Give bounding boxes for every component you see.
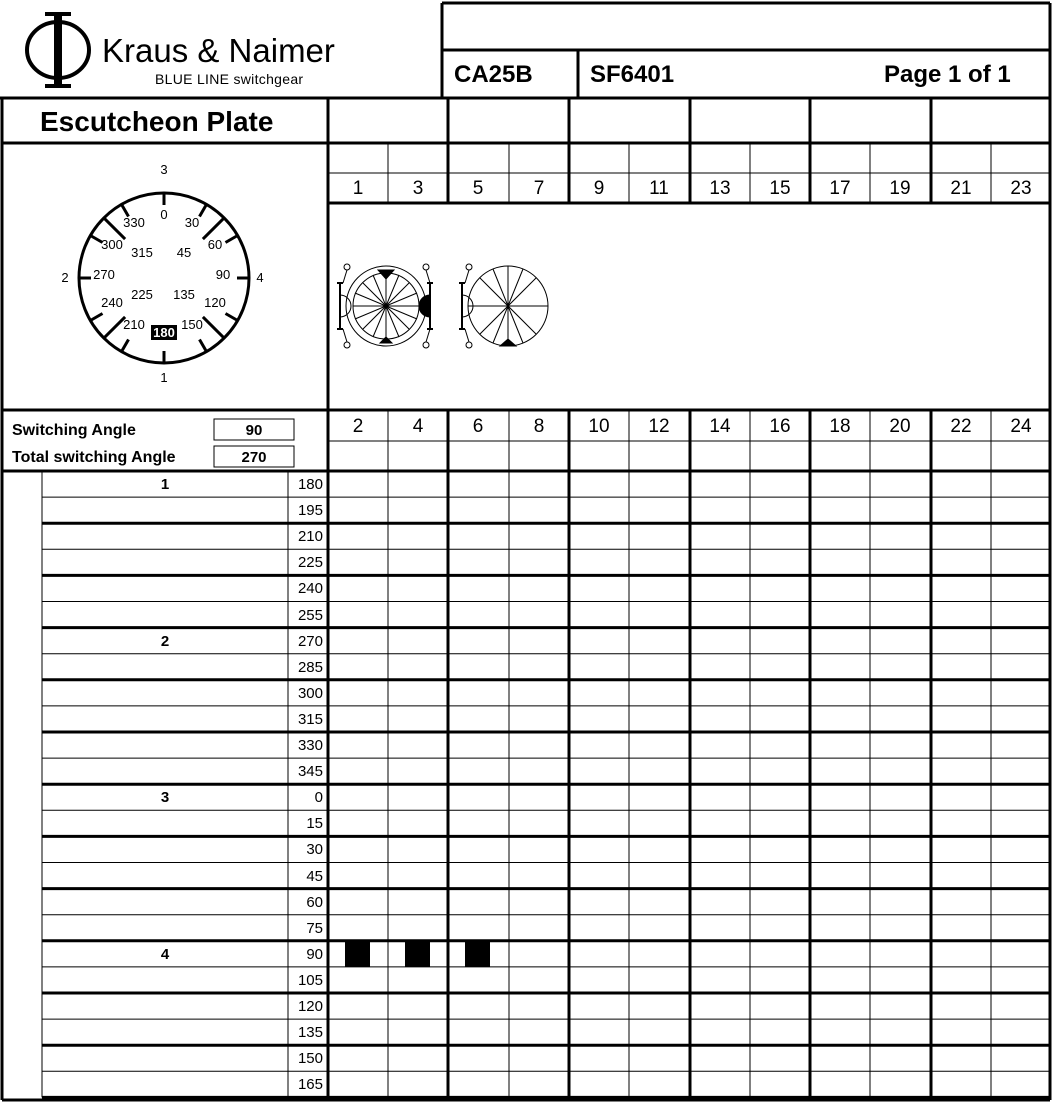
switch-angle: 345	[297, 763, 323, 781]
brand-tagline: BLUE LINE switchgear	[155, 71, 304, 87]
switch-angle: 120	[297, 998, 323, 1015]
dial-angle-label: 210	[123, 317, 145, 332]
switch-angle: 195	[297, 502, 323, 520]
switch-angle: 105	[297, 971, 323, 989]
terminal-number-bottom: 6	[472, 416, 484, 437]
switching-angle-value: 90	[245, 422, 263, 439]
page-indicator: Page 1 of 1	[884, 61, 1011, 88]
dial-angle-label: 240	[101, 295, 123, 310]
switch-angle: 165	[297, 1076, 323, 1094]
terminal-number-top: 5	[472, 178, 484, 199]
contact-schematic	[330, 255, 570, 365]
terminal-number-top: 17	[829, 178, 851, 199]
dial-angle-label: 300	[101, 237, 123, 252]
terminal-number-bottom: 14	[709, 416, 731, 437]
switch-angle: 255	[297, 606, 323, 624]
section-title: Escutcheon Plate	[40, 106, 274, 137]
dial-angle-label: 60	[207, 237, 223, 252]
contact-closed-marker	[345, 942, 370, 967]
terminal-number-bottom: 24	[1010, 416, 1032, 437]
switch-angle: 30	[306, 841, 323, 859]
terminal-number-bottom: 2	[352, 416, 364, 437]
switch-angle: 180	[297, 476, 323, 493]
terminal-number-top: 19	[889, 178, 911, 199]
terminal-number-bottom: 18	[829, 416, 851, 437]
switch-angle: 330	[297, 737, 323, 754]
dial-angle-label: 330	[123, 215, 145, 230]
switch-angle: 285	[297, 658, 323, 676]
dial-angle-label: 135	[173, 287, 195, 302]
switch-angle: 0	[314, 789, 323, 807]
terminal-number-bottom: 20	[889, 416, 911, 437]
switch-angle: 210	[297, 528, 323, 546]
dial-angle-label: 150	[181, 317, 203, 332]
terminal-number-bottom: 8	[533, 416, 545, 437]
terminal-number-top: 23	[1010, 178, 1032, 199]
terminal-number-top: 1	[352, 178, 364, 199]
terminal-number-bottom: 10	[588, 416, 610, 437]
dial-tick	[200, 204, 207, 216]
terminal-number-bottom: 22	[950, 416, 972, 437]
dial-position-top: 3	[160, 162, 168, 177]
dial-angle-label: 45	[176, 245, 192, 260]
dial-angle-label: 225	[131, 287, 153, 302]
switch-angle: 45	[306, 867, 323, 885]
switch-position: 2	[160, 632, 170, 650]
switch-angle: 60	[306, 893, 323, 911]
switch-angle: 300	[297, 684, 323, 702]
dial-angle-label: 270	[93, 267, 115, 282]
switch-angle: 270	[297, 632, 323, 650]
dial-tick	[200, 339, 207, 351]
dial-tick	[90, 314, 102, 321]
switch-angle: 15	[306, 815, 323, 833]
contact-element-1	[337, 264, 433, 348]
dial-angle-label: 0	[160, 207, 168, 222]
dial-angle-label: 90	[215, 267, 231, 282]
contact-closed-marker	[405, 942, 430, 967]
total-switching-angle-value: 270	[241, 449, 267, 466]
terminal-number-bottom: 12	[648, 416, 670, 437]
terminal-number-bottom: 4	[412, 416, 424, 437]
switch-angle: 90	[306, 945, 323, 963]
contact-closed-marker	[465, 942, 490, 967]
phi-logo-icon	[18, 10, 98, 90]
dial-tick	[225, 314, 237, 321]
dial-angle-label: 30	[184, 215, 200, 230]
switching-angle-label: Switching Angle	[12, 422, 136, 439]
terminal-number-top: 13	[709, 178, 731, 199]
switch-position: 1	[160, 476, 170, 493]
model-number: CA25B	[454, 61, 533, 88]
brand-name: Kraus & Naimer	[102, 32, 335, 69]
terminal-number-top: 21	[950, 178, 972, 199]
program-code: SF6401	[590, 61, 675, 88]
switch-angle: 240	[297, 580, 323, 598]
dial-angle-label: 180	[151, 325, 177, 340]
terminal-number-top: 7	[533, 178, 545, 199]
terminal-number-bottom: 16	[769, 416, 791, 437]
terminal-number-top: 11	[649, 178, 669, 199]
dial-position-left: 2	[61, 270, 69, 285]
switch-angle: 315	[297, 710, 323, 728]
switch-angle: 225	[297, 554, 323, 572]
dial-angle-label: 120	[204, 295, 226, 310]
switch-position: 4	[160, 945, 170, 963]
switch-position: 3	[160, 789, 170, 807]
contact-element-2	[459, 264, 548, 348]
terminal-number-top: 15	[769, 178, 791, 199]
dial-tick	[122, 339, 129, 351]
switch-angle: 150	[297, 1050, 323, 1068]
dial-position-bottom: 1	[160, 370, 168, 385]
dial-angle-label: 315	[131, 245, 153, 260]
terminal-number-top: 9	[593, 178, 605, 199]
terminal-number-top: 3	[412, 178, 424, 199]
switch-angle: 135	[297, 1024, 323, 1042]
total-switching-angle-label: Total switching Angle	[12, 449, 176, 466]
dial-position-right: 4	[256, 270, 264, 285]
switch-angle: 75	[306, 919, 323, 937]
